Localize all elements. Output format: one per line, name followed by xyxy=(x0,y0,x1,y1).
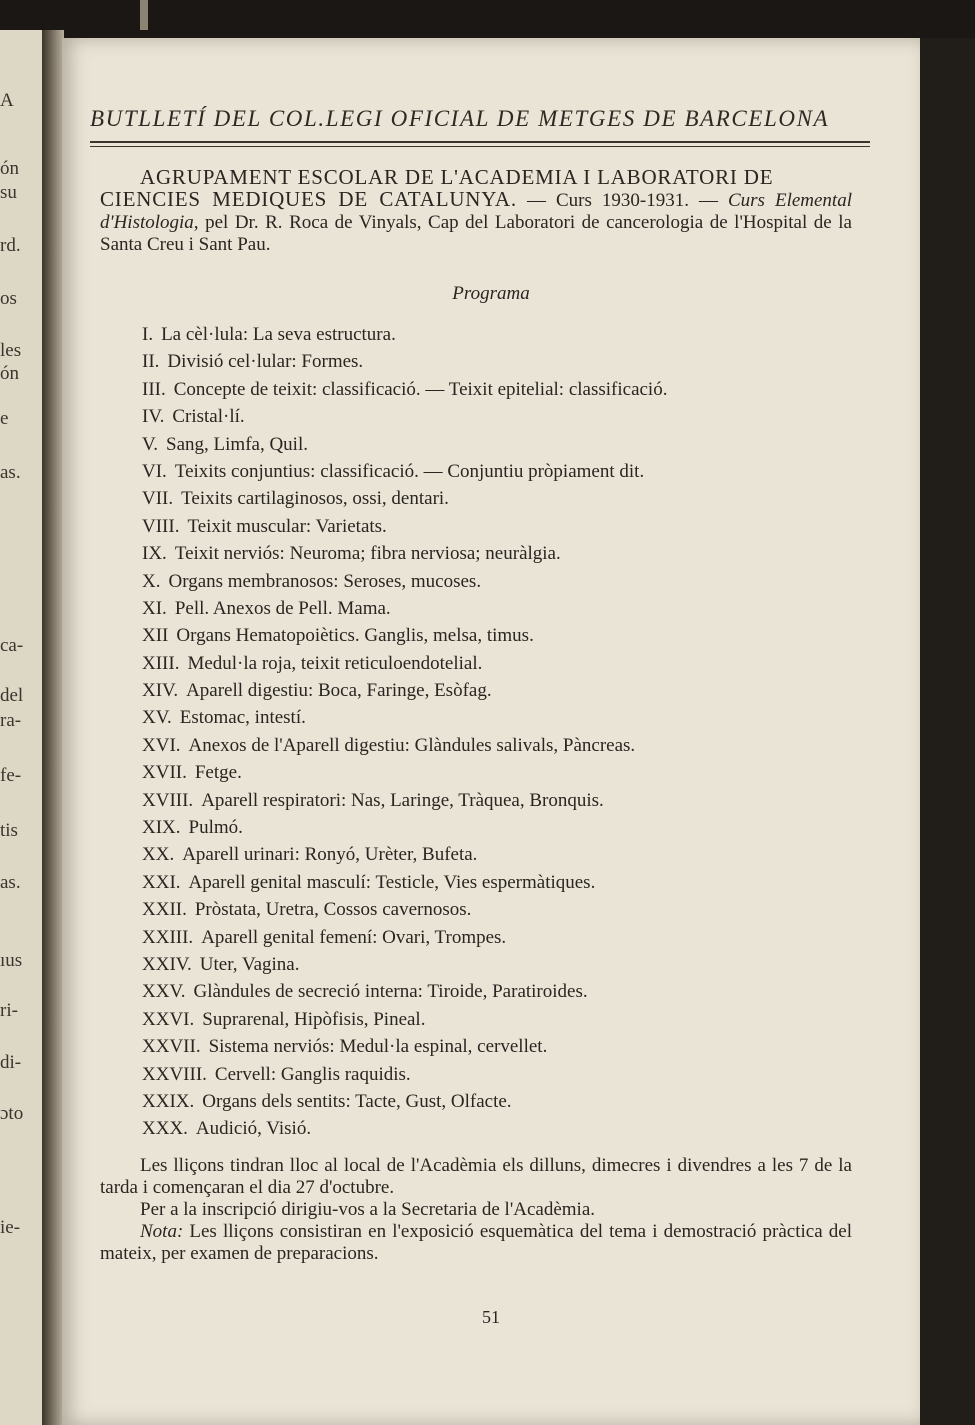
page-tab-marker xyxy=(140,0,148,30)
lesson-number: XI. xyxy=(142,597,167,619)
lesson-number: IX. xyxy=(142,543,167,565)
lesson-number: XXII. xyxy=(142,899,187,921)
lesson-title: Divisió cel·lular: Formes. xyxy=(167,351,364,373)
lesson-number: XXV. xyxy=(142,981,186,1003)
lesson-title: Sang, Limfa, Quil. xyxy=(166,433,308,455)
lesson-title: Pell. Anexos de Pell. Mama. xyxy=(174,597,391,619)
lesson-item xyxy=(142,348,842,375)
adjacent-page-fragment: ɔto xyxy=(0,1103,24,1124)
lesson-title: La cèl·lula: La seva estructura. xyxy=(161,324,396,345)
lesson-list xyxy=(142,321,842,1143)
page-number: 51 xyxy=(482,1307,500,1327)
adjacent-page-fragment: ca- xyxy=(0,635,24,656)
intro-teacher: pel Dr. R. Roca de Vinyals, Cap del Laboratori de cancerologia de l'Hospital de la Santa Creu i Sant Pau. xyxy=(100,212,852,255)
intro-line-1: AGRUPAMENT ESCOLAR DE L'ACADEMIA I LABORATORI DE xyxy=(140,165,774,189)
lesson-number: XIV. xyxy=(142,680,179,702)
schedule-paragraph: Les lliçons tindran lloc al local de l'Acadèmia els dilluns, dimecres i divendres a les 7 de la tarda i començaran el dia 27 d'octubre. xyxy=(100,1155,852,1198)
lesson-title: Aparell urinari: Ronyó, Urèter, Bufeta. xyxy=(182,844,478,866)
lesson-item xyxy=(142,376,842,403)
note-label: Nota: xyxy=(140,1221,184,1242)
adjacent-page-fragment: as. xyxy=(0,462,21,483)
lesson-title: Anexos de l'Aparell digestiu: Glàndules salivals, Pàncreas. xyxy=(188,734,636,756)
note-paragraph xyxy=(100,1221,852,1265)
lesson-number: XV. xyxy=(142,707,172,729)
lesson-number: XVI. xyxy=(142,734,181,756)
header-rule xyxy=(90,141,870,143)
lesson-title: Medul·la roja, teixit reticuloendotelial. xyxy=(187,652,483,674)
lesson-title: Cristal·lí. xyxy=(172,406,245,428)
lesson-title: Aparell digestiu: Boca, Faringe, Esòfag. xyxy=(186,680,492,702)
lesson-number: XIII. xyxy=(142,652,180,674)
course-title: Curs Elemental d'Histologia, xyxy=(100,190,852,233)
lesson-item xyxy=(142,458,842,485)
lesson-item xyxy=(142,650,842,677)
lesson-title: Teixit nerviós: Neuroma; fibra nerviosa; neuràlgia. xyxy=(174,543,561,565)
intro-institution: CIENCIES MEDIQUES DE CATALUNYA. xyxy=(100,187,517,211)
adjacent-page-fragment: les xyxy=(0,340,22,361)
document-page xyxy=(62,38,920,1425)
lesson-item xyxy=(142,1115,842,1142)
lesson-item xyxy=(142,759,842,786)
lesson-number: I. xyxy=(142,324,154,345)
lesson-number: XVII. xyxy=(142,762,187,784)
lesson-number: VIII. xyxy=(142,515,180,537)
lesson-number: XVIII. xyxy=(142,789,194,811)
lesson-title: Organs membranosos: Seroses, mucoses. xyxy=(168,570,482,592)
lesson-item xyxy=(142,321,842,348)
lesson-number: XXX. xyxy=(142,1118,188,1140)
intro-paragraph xyxy=(100,166,852,256)
adjacent-page-fragment: del xyxy=(0,685,24,706)
lesson-title: Teixits conjuntius: classificació. — Conjuntiu pròpiament dit. xyxy=(174,460,645,482)
adjacent-page-fragment: tis xyxy=(0,820,18,841)
running-header: BUTLLETÍ DEL COL.LEGI OFICIAL DE METGES DE BARCELONA xyxy=(90,106,830,131)
lesson-title: Estomac, intestí. xyxy=(179,707,306,729)
lesson-item xyxy=(142,595,842,622)
intro-course-year: — Curs 1930-1931. — xyxy=(516,190,728,211)
lesson-item xyxy=(142,704,842,731)
lesson-number: XIX. xyxy=(142,817,181,839)
lesson-item xyxy=(142,869,842,896)
lesson-title: Glàndules de secreció interna: Tiroide, Paratiroides. xyxy=(193,981,588,1003)
closing-notes xyxy=(100,1155,852,1265)
lesson-item xyxy=(142,732,842,759)
lesson-number: XXI. xyxy=(142,871,181,893)
lesson-number: V. xyxy=(142,433,159,455)
lesson-item xyxy=(142,677,842,704)
lesson-item xyxy=(142,403,842,430)
lesson-number: X. xyxy=(142,570,161,592)
adjacent-page-fragment: ra- xyxy=(0,710,22,731)
lesson-item xyxy=(142,978,842,1005)
lesson-title: Teixits cartilaginosos, ossi, dentari. xyxy=(181,488,449,510)
lesson-item xyxy=(142,1088,842,1115)
registration-paragraph: Per a la inscripció dirigiu-vos a la Secretaria de l'Acadèmia. xyxy=(140,1199,596,1220)
lesson-item xyxy=(142,540,842,567)
adjacent-page-fragment: ón xyxy=(0,158,19,179)
lesson-item xyxy=(142,841,842,868)
lesson-title: Aparell respiratori: Nas, Laringe, Tràquea, Bronquis. xyxy=(201,789,604,811)
programa-heading: Programa xyxy=(452,283,530,304)
lesson-item xyxy=(142,814,842,841)
lesson-number: VI. xyxy=(142,460,167,482)
adjacent-page-fragment: A xyxy=(0,90,14,111)
lesson-title: Pulmó. xyxy=(188,817,243,839)
lesson-title: Aparell genital masculí: Testicle, Vies espermàtiques. xyxy=(188,871,596,893)
lesson-item xyxy=(142,787,842,814)
lesson-number: XX. xyxy=(142,844,175,866)
lesson-number: IV. xyxy=(142,406,165,428)
adjacent-page-fragment: ie- xyxy=(0,1217,21,1238)
lesson-item xyxy=(142,431,842,458)
adjacent-page-fragment: su xyxy=(0,182,17,203)
lesson-title: Aparell genital femení: Ovari, Trompes. xyxy=(201,926,507,948)
adjacent-page-fragment: e xyxy=(0,408,9,429)
lesson-number: XXIV. xyxy=(142,953,192,975)
lesson-title: Fetge. xyxy=(194,762,242,784)
note-text: Les lliçons consistiran en l'exposició esquemàtica del tema i demostració pràctica del mateix, per examen de preparacions. xyxy=(100,1221,852,1264)
lesson-title: Pròstata, Uretra, Cossos cavernosos. xyxy=(194,899,472,921)
adjacent-page-fragment: ón xyxy=(0,363,19,384)
lesson-number: II. xyxy=(142,351,160,373)
lesson-item xyxy=(142,1006,842,1033)
lesson-item xyxy=(142,1061,842,1088)
lesson-title: Concepte de teixit: classificació. — Teixit epitelial: classificació. xyxy=(173,378,668,400)
lesson-title: Teixit muscular: Varietats. xyxy=(187,515,387,537)
lesson-item xyxy=(142,622,842,649)
lesson-number: XXVIII. xyxy=(142,1063,207,1085)
lesson-number: XXIX. xyxy=(142,1090,195,1112)
adjacent-page-fragment: os xyxy=(0,288,17,309)
lesson-item xyxy=(142,568,842,595)
lesson-title: Organs dels sentits: Tacte, Gust, Olfacte. xyxy=(202,1090,512,1112)
lesson-item xyxy=(142,951,842,978)
lesson-item xyxy=(142,924,842,951)
adjacent-page-fragment: as. xyxy=(0,872,21,893)
adjacent-page-fragment: fe- xyxy=(0,765,22,786)
lesson-title: Uter, Vagina. xyxy=(199,953,300,975)
lesson-number: XXVI. xyxy=(142,1008,195,1030)
lesson-item xyxy=(142,513,842,540)
header-rule-thin xyxy=(90,146,870,147)
lesson-number: VII. xyxy=(142,488,174,510)
adjacent-page-fragment: di- xyxy=(0,1052,22,1073)
lesson-number: III. xyxy=(142,378,166,400)
lesson-number: XII xyxy=(142,625,169,647)
lesson-title: Sistema nerviós: Medul·la espinal, cervellet. xyxy=(208,1036,548,1058)
adjacent-page-strip xyxy=(0,30,42,1425)
adjacent-page-fragment: rd. xyxy=(0,235,21,256)
adjacent-page-fragment: ıus xyxy=(0,950,23,971)
lesson-number: XXVII. xyxy=(142,1036,201,1058)
intro-body xyxy=(100,188,852,256)
lesson-item xyxy=(142,1033,842,1060)
adjacent-page-fragment: ri- xyxy=(0,1000,18,1021)
lesson-title: Organs Hematopoiètics. Ganglis, melsa, timus. xyxy=(176,625,534,647)
lesson-title: Cervell: Ganglis raquidis. xyxy=(214,1063,411,1085)
lesson-number: XXIII. xyxy=(142,926,194,948)
book-gutter xyxy=(42,30,64,1425)
lesson-title: Audició, Visió. xyxy=(195,1118,312,1140)
page-edge-background xyxy=(920,38,975,1425)
lesson-item xyxy=(142,896,842,923)
lesson-item xyxy=(142,485,842,512)
lesson-title: Suprarenal, Hipòfisis, Pineal. xyxy=(202,1008,426,1030)
